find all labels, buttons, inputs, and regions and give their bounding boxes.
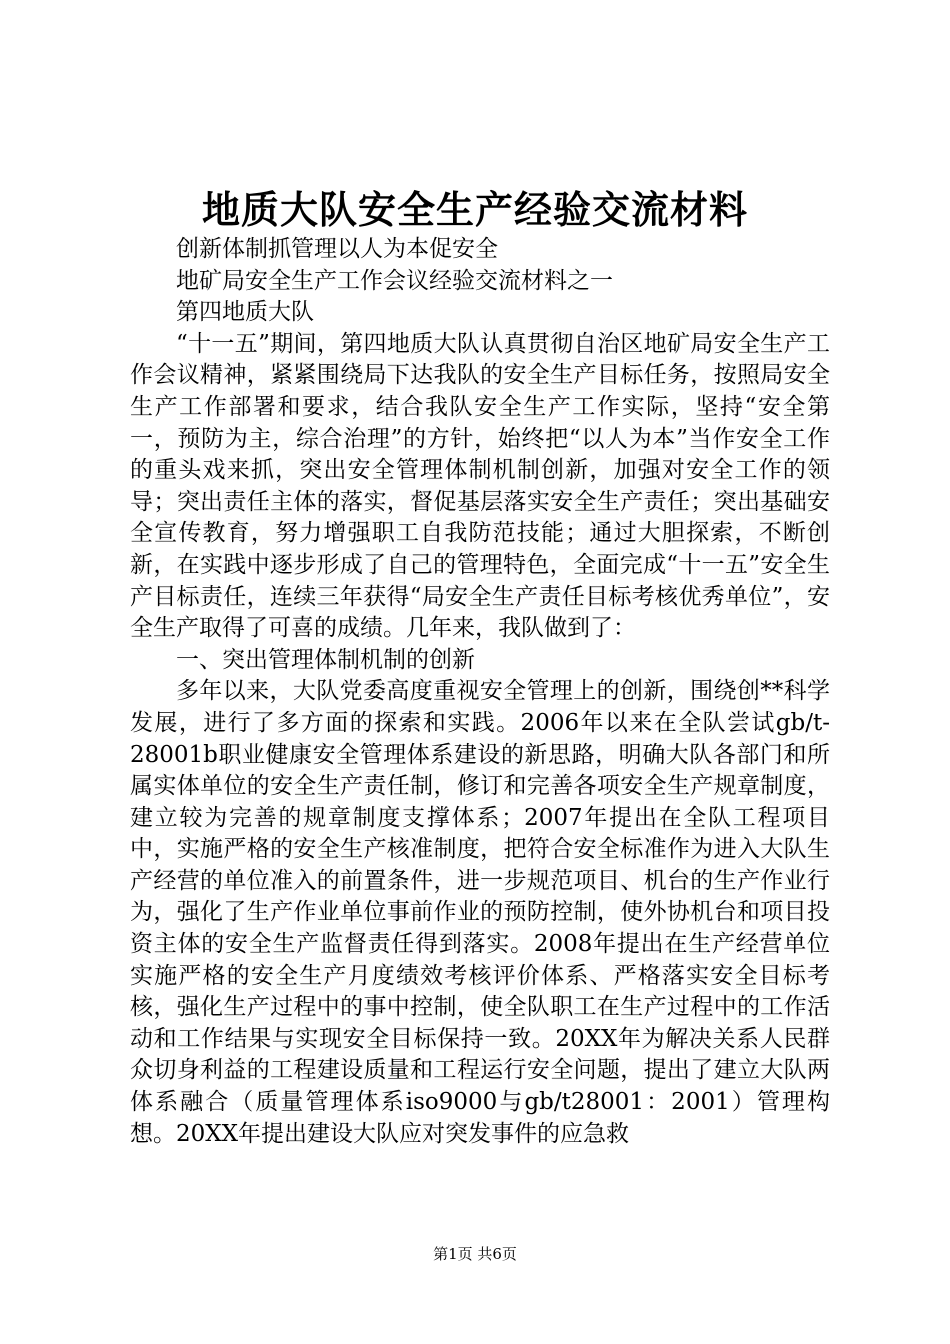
- document-title: 地质大队安全生产经验交流材料: [201, 187, 748, 232]
- paragraph-intro: “十一五”期间，第四地质大队认真贯彻自治区地矿局安全生产工作会议精神，紧紧围绕局下达我队的安全生产目标任务，按照局安全生产工作部署和要求，结合我队安全生产工作实际，坚持“安全第一，预防为主，综合治理”的方针，始终把“以人为本”当作安全工作的重头戏来抓，突出安全管理体制机制创新，加强对安全工作的领导；突出责任主体的落实，督促基层落实安全生产责任；突出基础安全宣传教育，努力增强职工自我防范技能；通过大胆探索，不断创新，在实践中逐步形成了自己的管理特色，全面完成“十一五”安全生产目标责任，连续三年获得“局安全生产责任目标考核优秀单位”，安全生产取得了可喜的成绩。几年来，我队做到了：: [130, 330, 830, 642]
- subtitle-theme: 创新体制抓管理以人为本促安全: [176, 236, 498, 262]
- subtitle-series: 地矿局安全生产工作会议经验交流材料之一: [176, 267, 613, 294]
- section-heading: 一、突出管理体制机制的创新: [176, 646, 475, 673]
- page-number-footer: 第1页 共6页: [433, 1245, 517, 1263]
- document-body: [130, 234, 830, 1150]
- paragraph-section-1: 多年以来，大队党委高度重视安全管理上的创新，围绕创**科学发展，进行了多方面的探索和实践。2006年以来在全队尝试gb/t-28001b职业健康安全管理体系建设的新思路，明确大队各部门和所属实体单位的安全生产责任制，修订和完善各项安全生产规章制度，建立较为完善的规章制度支撑体系；2007年提出在全队工程项目中，实施严格的安全生产核准制度，把符合安全标准作为进入大队生产经营的单位准入的前置条件，进一步规范项目、机台的生产作业行为，强化了生产作业单位事前作业的预防控制，使外协机台和项目投资主体的安全生产监督责任得到落实。2008年提出在生产经营单位实施严格的安全生产月度绩效考核评价体系、严格落实安全目标考核，强化生产过程中的事中控制，使全队职工在生产过程中的工作活动和工作结果与实现安全目标保持一致。20XX年为解决关系人民群众切身利益的工程建设质量和工程运行安全问题，提出了建立大队两体系融合（质量管理体系iso9000与gb/t28001：2001）管理构想。20XX年提出建设大队应对突发事件的应急救: [130, 678, 830, 1147]
- subtitle-author: 第四地质大队: [176, 299, 314, 326]
